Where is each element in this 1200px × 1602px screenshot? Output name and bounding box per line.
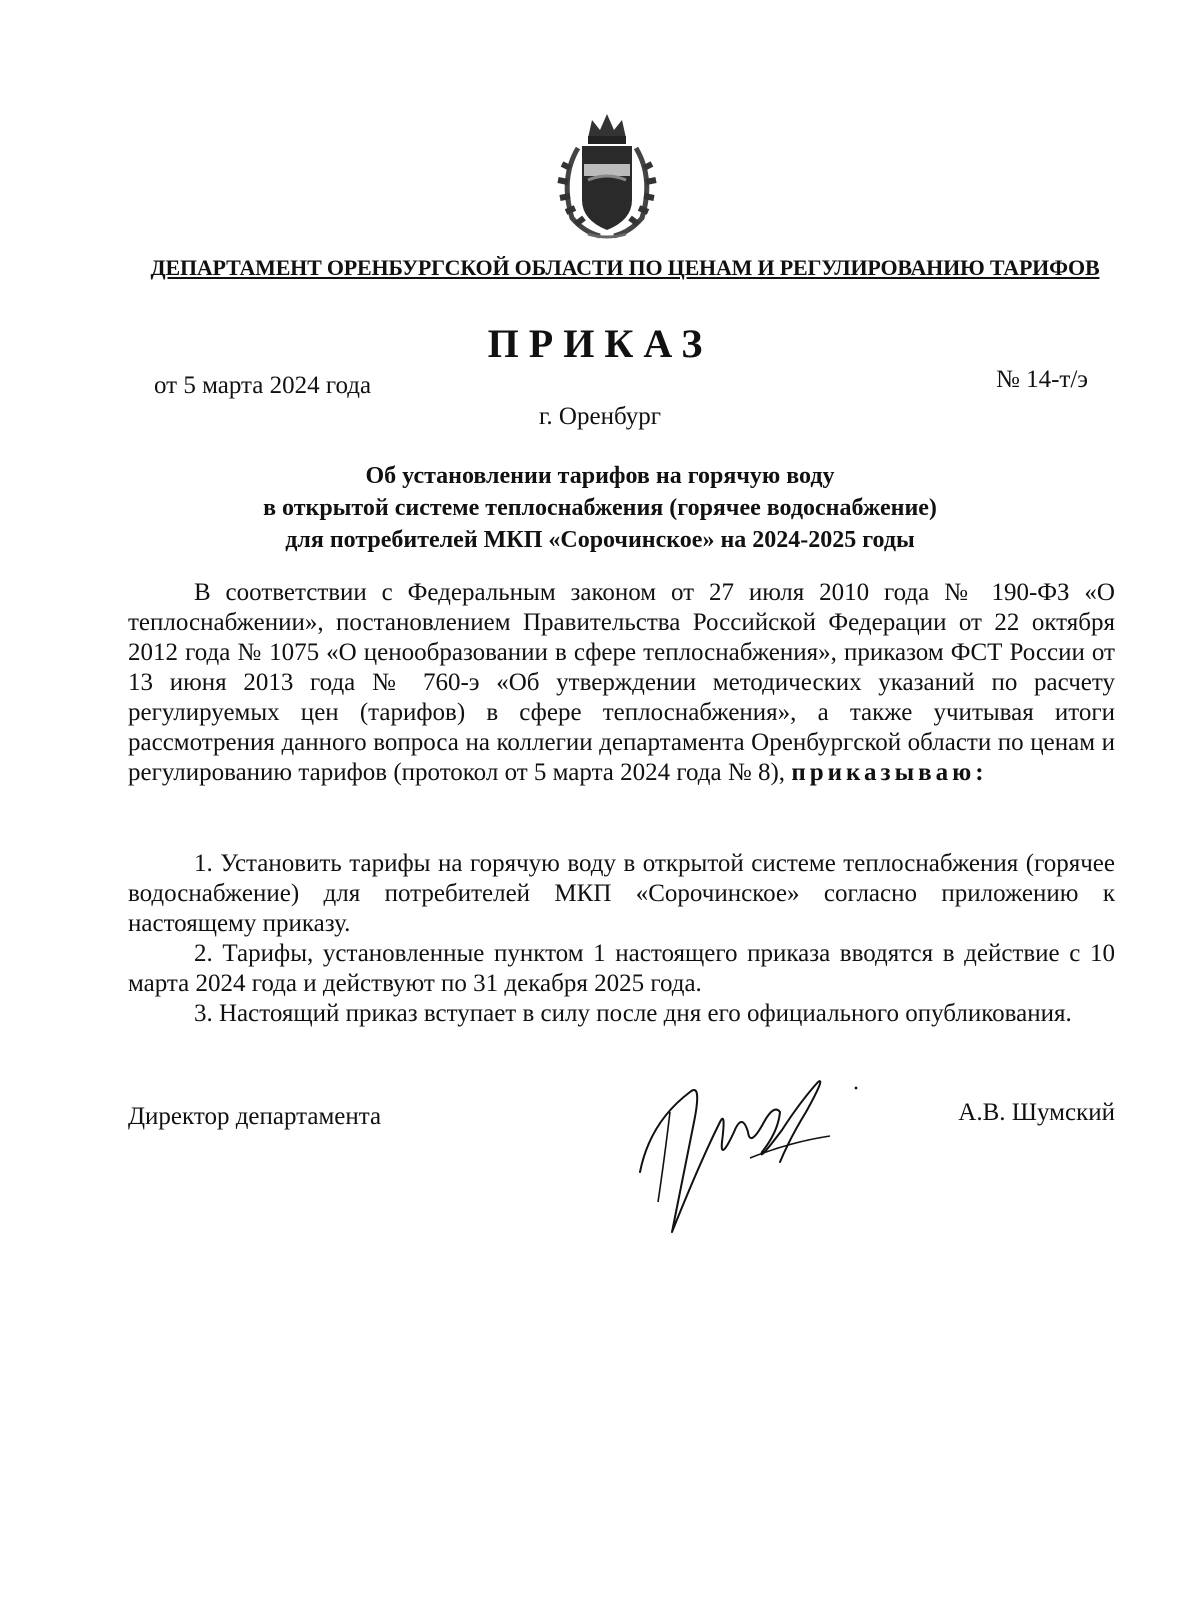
document-date: от 5 марта 2024 года bbox=[154, 372, 372, 399]
department-name: ДЕПАРТАМЕНТ ОРЕНБУРГСКОЙ ОБЛАСТИ ПО ЦЕНАМ И РЕГУЛИРОВАНИЮ ТАРИФОВ bbox=[150, 255, 1100, 280]
order-items bbox=[128, 849, 1115, 1029]
handwritten-signature-icon bbox=[630, 1052, 870, 1237]
subject-line: в открытой системе теплоснабжения (горячее водоснабжение) bbox=[263, 495, 937, 521]
order-item: 3. Настоящий приказ вступает в силу после дня его официального опубликования. bbox=[194, 1000, 1072, 1027]
preamble bbox=[128, 578, 1115, 788]
coat-of-arms-icon bbox=[548, 108, 666, 240]
subject-line: Об установлении тарифов на горячую воду bbox=[365, 463, 835, 489]
subject-line: для потребителей МКП «Сорочинское» на 2024-2025 годы bbox=[285, 527, 915, 553]
signer-position: Директор департамента bbox=[128, 1103, 382, 1130]
document-title: ПРИКАЗ bbox=[487, 321, 713, 366]
document-subject bbox=[150, 460, 1050, 556]
signer-name: А.В. Шумский bbox=[958, 1099, 1115, 1126]
order-word: приказываю: bbox=[791, 759, 988, 786]
document-city: г. Оренбург bbox=[539, 403, 661, 430]
order-item: 1. Установить тарифы на горячую воду в открытой системе теплоснабжения (горячее водоснабжение) для потребителей МКП «Сорочинское» согласно приложению к настоящему приказу. bbox=[128, 850, 1115, 937]
document-number: № 14-т/э bbox=[995, 366, 1088, 393]
preamble-text: В соответствии с Федеральным законом от 27 июля 2010 года № 190-ФЗ «О теплоснабжении», постановлением Правительства Российской Федерации от 22 октября 2012 года № 1075 «О ценообразовании в сфере теплоснабжения», приказом ФСТ России от 13 июня 2013 года № 760-э «Об утверждении методических указаний по расчету регулируемых цен (тарифов) в сфере теплоснабжения», а также учитывая итоги рассмотрения данного вопроса на коллегии департамента Оренбургской области по ценам и регулированию тарифов (протокол от 5 марта 2024 года № 8), bbox=[128, 579, 1115, 786]
order-item: 2. Тарифы, установленные пунктом 1 настоящего приказа вводятся в действие с 10 марта 2024 года и действуют по 31 декабря 2025 года. bbox=[128, 940, 1115, 997]
